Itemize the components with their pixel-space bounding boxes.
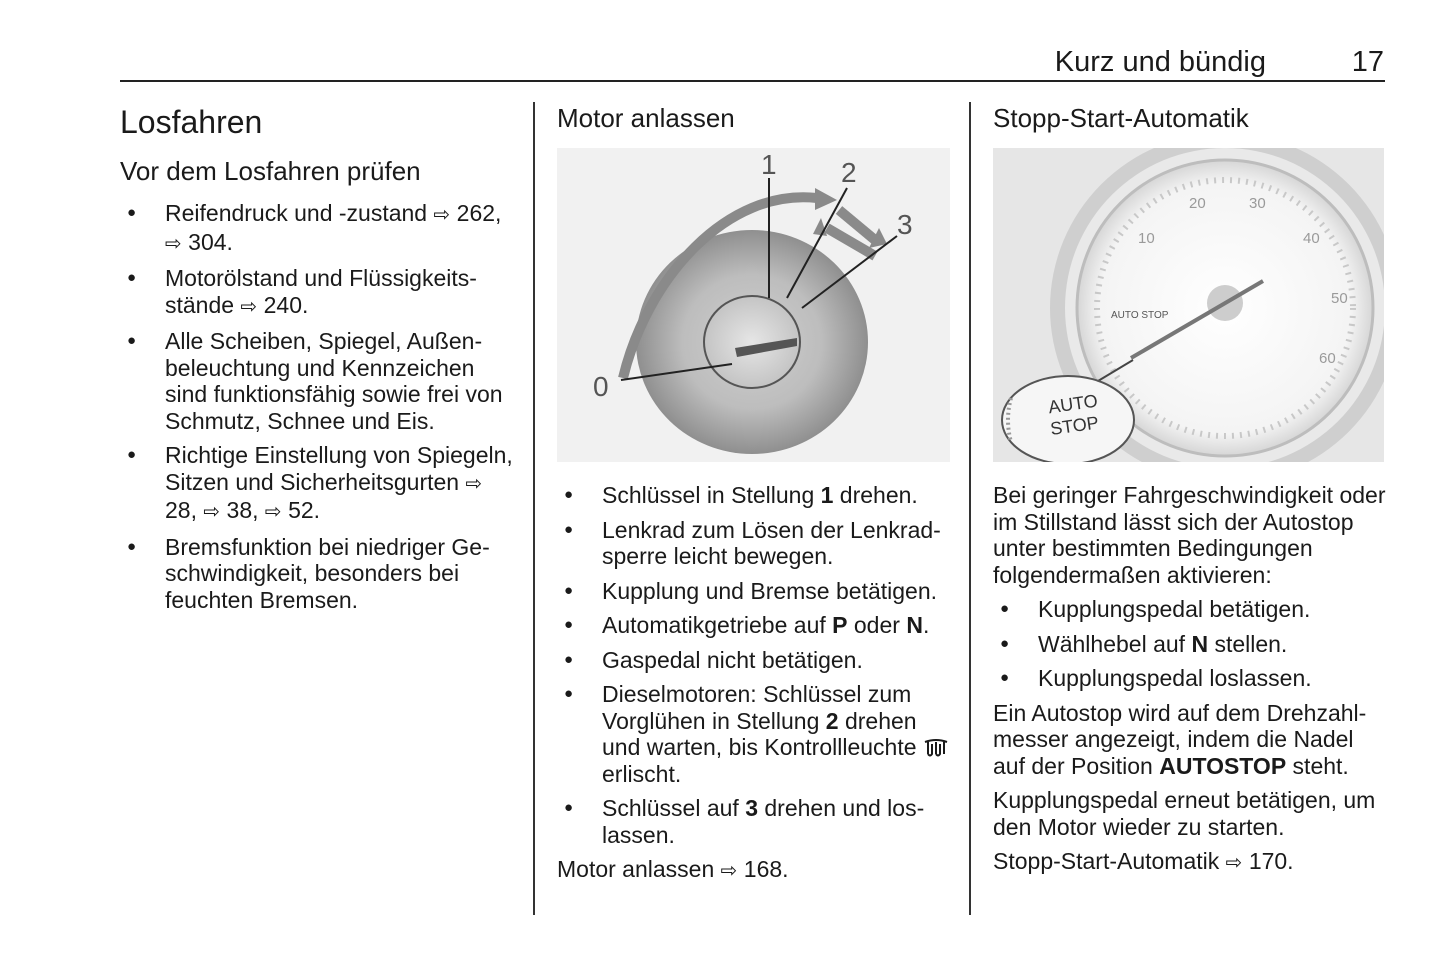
- running-header-title: Kurz und bündig: [1054, 46, 1266, 78]
- page-ref[interactable]: 304.: [188, 228, 233, 255]
- list-item: ● Motorölstand und Flüssigkeitsstände ⇨ 240.: [120, 265, 515, 320]
- glow-plug-icon: [923, 738, 949, 758]
- list-item: ● Automatikgetriebe auf P oder N.: [557, 612, 950, 639]
- column-stopp-start: [993, 100, 1388, 885]
- page-number: 17: [1351, 46, 1384, 78]
- reference-arrow-icon: ⇨: [1225, 852, 1243, 874]
- list-item: ● Wählhebel auf N stellen.: [993, 631, 1388, 658]
- column-divider: [533, 102, 535, 915]
- list-item: ● Schlüssel in Stellung 1 drehen.: [557, 482, 950, 509]
- page-ref[interactable]: 240.: [263, 291, 309, 318]
- ignition-switch-figure: [557, 148, 950, 462]
- reference-arrow-icon: ⇨: [165, 232, 182, 255]
- gauge-number: 50: [1331, 290, 1348, 307]
- list-item: ● Kupplung und Bremse betätigen.: [557, 578, 950, 605]
- page-ref[interactable]: 170.: [1248, 848, 1294, 874]
- callout-label: AUTO: [1047, 390, 1099, 418]
- gauge-number: 40: [1303, 230, 1320, 247]
- subsection-heading: Vor dem Losfahren prüfen: [120, 156, 421, 186]
- list-item: ● Reifendruck und -zustand ⇨ 262, ⇨ 304.: [120, 200, 515, 257]
- callout-label: STOP: [1048, 412, 1100, 440]
- reference-arrow-icon: ⇨: [240, 295, 258, 318]
- position-label: 2: [841, 157, 857, 188]
- gauge-number: 10: [1138, 230, 1155, 247]
- reference-arrow-icon: ⇨: [465, 472, 483, 495]
- list-item: ● Schlüssel auf 3 drehen und loslassen.: [557, 795, 950, 848]
- list-item: ● Alle Scheiben, Spiegel, Außenbeleuchtung und Kennzeichen sind funktionsfähig sowie frei von Schmutz, Schnee und Eis.: [120, 328, 515, 434]
- list-item: ● Gaspedal nicht betätigen.: [557, 647, 950, 674]
- list-item: ● Bremsfunktion bei niedriger Geschwindigkeit, besonders bei feuchten Bremsen.: [120, 534, 515, 614]
- paragraph: Ein Autostop wird auf dem Drehzahlmesser angezeigt, indem die Nadel auf der Position AUTOSTOP steht.: [993, 699, 1367, 779]
- tachometer-figure: [993, 148, 1384, 462]
- section-heading: Motor anlassen: [557, 103, 735, 133]
- gauge-number: 60: [1319, 350, 1336, 367]
- gauge-number: 20: [1189, 195, 1206, 212]
- page-ref[interactable]: 38,: [226, 497, 259, 523]
- column-losfahren: [120, 100, 515, 621]
- page-ref[interactable]: 262,: [456, 200, 502, 226]
- reference-arrow-icon: ⇨: [264, 501, 282, 523]
- start-steps-list: [557, 482, 950, 848]
- page-ref[interactable]: 28,: [165, 497, 197, 523]
- reference-arrow-icon: ⇨: [720, 860, 738, 882]
- check-list: [120, 200, 515, 613]
- gauge-number: 30: [1249, 195, 1266, 212]
- header-rule: [120, 80, 1385, 82]
- reference-arrow-icon: ⇨: [203, 501, 221, 523]
- reference-arrow-icon: ⇨: [433, 204, 451, 226]
- position-label: 1: [761, 149, 777, 180]
- page-ref[interactable]: 168.: [743, 856, 789, 882]
- cross-reference: Stopp-Start-Automatik ⇨ 170.: [993, 848, 1294, 874]
- list-item: ● Kupplungspedal loslassen.: [993, 665, 1388, 692]
- paragraph: Kupplungspedal erneut betätigen, um den Motor wieder zu starten.: [993, 787, 1376, 840]
- cross-reference: Motor anlassen ⇨ 168.: [557, 856, 789, 882]
- position-label: 3: [897, 209, 913, 240]
- autostop-marker: AUTO STOP: [1111, 310, 1169, 321]
- section-heading: Losfahren: [120, 104, 263, 140]
- position-label: 0: [593, 371, 609, 402]
- autostop-conditions-list: [993, 596, 1388, 692]
- column-divider: [969, 102, 971, 915]
- column-motor-anlassen: [557, 100, 950, 893]
- list-item: ● Lenkrad zum Lösen der Lenkradsperre leicht bewegen.: [557, 517, 950, 570]
- page-ref[interactable]: 52.: [288, 497, 321, 523]
- list-item: ● Richtige Einstellung von Spiegeln, Sitzen und Sicherheitsgurten ⇨ 28, ⇨ 38, ⇨ 52.: [120, 442, 515, 526]
- list-item: ● Kupplungspedal betätigen.: [993, 596, 1388, 623]
- list-item: ● Dieselmotoren: Schlüssel zum Vorglühen in Stellung 2 drehen und warten, bis Kontrollleuchte erlischt.: [557, 681, 950, 787]
- section-heading: Stopp-Start-Automatik: [993, 103, 1249, 133]
- paragraph: Bei geringer Fahrgeschwindigkeit oder im Stillstand lässt sich der Autostop unter bestimmten Bedingungen folgendermaßen aktivieren:: [993, 482, 1386, 588]
